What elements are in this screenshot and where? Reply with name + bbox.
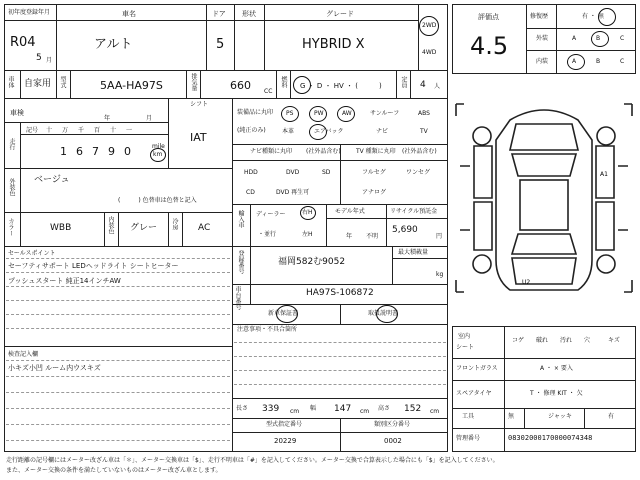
fuel-options: G ・ D ・ HV ・ ( ) — [300, 82, 382, 90]
equipment-item: TV — [420, 128, 428, 135]
displacement: 660 — [230, 79, 251, 92]
import-dealer: ディーラー — [256, 211, 286, 218]
equipment-item-circle — [309, 124, 327, 140]
width-unit: cm — [360, 408, 370, 415]
mileage-digit: 0 — [124, 145, 131, 158]
recycle-label: リサイクル預託金 — [390, 208, 438, 215]
length-unit: cm — [290, 408, 300, 415]
unit-mile: mile — [152, 143, 165, 150]
footer-line1: 走行距離の記号欄にはメーター改ざん車は「＊」、メーター交換車は「$」、走行不明車は「#」を記入してください。メーター交換で合算表示した場合にも「$」を記入してください。 — [6, 457, 499, 464]
exterior-label: 外装色 — [8, 178, 15, 196]
inspector-text: 小キズ小凹 ルーム内ウスキズ — [8, 364, 101, 372]
glass-options: A ・ × 要入 — [540, 365, 573, 372]
capacity-unit: 人 — [434, 83, 441, 90]
interior-grade-circle — [567, 54, 585, 70]
navi-title-note: (社外品含む) — [306, 148, 341, 155]
navi-item: SD — [322, 169, 331, 176]
inspection-month-unit: 月 — [146, 115, 153, 122]
model-year-unknown: 不明 — [366, 233, 379, 240]
notes-label: 注意事項・不具合箇所 — [237, 326, 298, 333]
model: 5AA-HA97S — [100, 79, 163, 92]
aircon-label: 冷房 — [171, 218, 178, 230]
diagram-mark-u2: U2 — [522, 279, 531, 286]
equipment-item: ABS — [418, 110, 430, 117]
equipment-item: PS — [286, 110, 294, 117]
drive-4wd: 4WD — [422, 49, 437, 56]
use: 自家用 — [24, 79, 52, 89]
equipment-item: サンルーフ — [370, 110, 400, 117]
exterior-grade-circle — [591, 31, 609, 47]
repair-label: 修復歴 — [530, 13, 549, 20]
interior-color: グレー — [130, 223, 158, 233]
equipment-item: 本革 — [282, 128, 295, 135]
seat-item: 破れ — [536, 337, 549, 344]
navi-item: DVD — [286, 169, 300, 176]
seats-label-line1: 室内 — [458, 333, 471, 340]
capacity: 4 — [420, 80, 426, 90]
sales-point-line1: セーフティサポート LEDヘッドライト シートヒーター — [8, 262, 179, 270]
glass-label: フロントガラス — [456, 365, 498, 372]
mileage-digit: 7 — [92, 145, 99, 158]
registration-label: 登録番号 — [237, 250, 244, 274]
import-parallel: ・並行 — [258, 231, 277, 238]
length: 339 — [262, 404, 280, 414]
shift: IAT — [190, 131, 207, 144]
seat-item: コゲ — [512, 337, 525, 344]
grade: HYBRID X — [302, 37, 365, 52]
import-right: 右H — [302, 209, 313, 216]
reg-year: R04 — [10, 35, 36, 50]
cc-unit: CC — [264, 88, 273, 95]
tv-title-note: (社外品含む) — [402, 148, 437, 155]
model-year-label: モデル年式 — [335, 208, 365, 215]
capacity-label: 定員 — [400, 76, 407, 88]
exterior-grade-label: 外装 — [536, 35, 549, 42]
repair-selected-circle — [598, 8, 616, 26]
sales-point-label: セールスポイント — [8, 250, 56, 257]
mileage-note-label: 記号 — [26, 127, 39, 134]
inspection-label: 車検 — [10, 109, 24, 117]
exterior-note: ( ) 色替車は色替と記入 — [118, 197, 197, 204]
mileage-digit: 6 — [76, 145, 83, 158]
equipment-item: エアバック — [314, 128, 344, 135]
interior-color-label: 内装色 — [107, 216, 114, 234]
import-left: 左H — [302, 231, 313, 238]
jack-value: 有 — [608, 413, 615, 420]
width-label: 幅 — [310, 405, 317, 412]
seat-item: 汚れ — [560, 337, 573, 344]
recycle-unit: 円 — [436, 233, 443, 240]
car-name: アルト — [94, 37, 133, 52]
equipment-item: PW — [314, 110, 324, 117]
mileage-digit-unit: 一 — [126, 127, 133, 134]
inspector-label: 検査記入欄 — [8, 351, 39, 358]
doors-label: ドア — [212, 10, 226, 18]
seats-label-line2: シート — [456, 344, 475, 351]
mileage-digit: 1 — [60, 145, 67, 158]
displacement-label: 排気量 — [190, 73, 197, 91]
max-load-label: 最大積載量 — [398, 249, 429, 256]
mileage-label: 走行 — [8, 138, 15, 150]
tv-title: TV 種類に丸印 — [356, 148, 396, 155]
chassis-label: 車台番号 — [234, 286, 241, 310]
mileage-digit-unit: 十 — [110, 127, 117, 134]
category-number: 0002 — [384, 437, 402, 445]
height-label: 高さ — [378, 405, 391, 412]
equipment-label: 装備品に丸印 — [237, 109, 274, 116]
drive-2wd: 2WD — [422, 22, 437, 29]
width: 147 — [334, 404, 352, 414]
equipment-item-circle — [337, 106, 355, 122]
spare-label: スペアタイヤ — [456, 390, 492, 397]
equipment-item-circle — [281, 106, 299, 122]
equipment-sublabel: (純正のみ) — [237, 127, 266, 134]
seat-item: 穴 — [584, 337, 591, 344]
navi-item: HDD — [244, 169, 258, 176]
diagram-mark-a1: A1 — [600, 171, 608, 178]
car-name-label: 車名 — [122, 10, 136, 18]
import-label: 輸入車 — [237, 210, 244, 228]
warranty-manual: 新車保証書 — [268, 310, 299, 317]
grade-label: グレード — [326, 10, 354, 18]
repair-options: 有 ・ 無 — [582, 13, 604, 20]
equipment-item: AW — [342, 110, 352, 117]
tools-value: 無 — [508, 413, 515, 420]
exterior-grade: C — [620, 35, 625, 42]
max-load-unit: kg — [436, 271, 444, 278]
interior-grade-label: 内装 — [536, 58, 549, 65]
inspection-year-unit: 年 — [104, 115, 111, 122]
shift-label: シフト — [190, 101, 209, 108]
body-label: 車体 — [7, 76, 14, 88]
length-label: 長さ — [236, 405, 249, 412]
recycle-amount: 5,690 — [392, 225, 418, 235]
doors: 5 — [216, 37, 225, 52]
evaluation-label: 評価点 — [478, 13, 499, 21]
seat-item: キズ — [608, 337, 620, 344]
mgmt-label: 管理番号 — [456, 435, 481, 442]
exterior-color: ベージュ — [34, 175, 70, 185]
type-number: 20229 — [274, 437, 297, 445]
reg-month: 5 — [36, 53, 42, 63]
tools-label: 工具 — [462, 413, 475, 420]
model-label: 型式 — [59, 76, 66, 88]
height: 152 — [404, 404, 422, 414]
jack-label: ジャッキ — [548, 413, 572, 420]
tv-item: ワンセグ — [406, 169, 431, 176]
interior-grade: C — [620, 58, 625, 65]
aircon: AC — [198, 223, 211, 233]
sales-point-line2: プッシュスタート 純正14インチAW — [8, 277, 121, 285]
tv-item: フルセグ — [362, 169, 386, 176]
type-number-label: 型式指定番号 — [266, 421, 303, 428]
height-unit: cm — [430, 408, 440, 415]
category-label: 類別区分番号 — [374, 421, 411, 428]
exterior-grade: A — [572, 35, 577, 42]
fuel-label: 燃料 — [280, 76, 287, 88]
navi-item: CD — [246, 189, 255, 196]
mileage-digit-unit: 万 — [62, 127, 69, 134]
mileage-digit-unit: 百 — [94, 127, 101, 134]
spare-options: T ・ 修理 KIT ・ 欠 — [530, 390, 583, 397]
equipment-item-circle — [309, 106, 327, 122]
tv-item: アナログ — [362, 189, 387, 196]
unit-km: km — [153, 151, 163, 158]
equipment-item: ナビ — [376, 128, 389, 135]
model-year-suffix: 年 — [346, 233, 353, 240]
body-shape-label: 形状 — [242, 10, 256, 18]
navi-title: ナビ種類に丸印 — [250, 148, 293, 155]
navi-item: DVD 再生可 — [276, 189, 310, 196]
car-damage-diagram — [452, 80, 636, 320]
mileage-digit-unit: 千 — [78, 127, 85, 134]
reg-month-unit: 月 — [46, 57, 53, 64]
interior-grade: B — [596, 58, 601, 65]
mileage-digit-unit: 十 — [46, 127, 53, 134]
exterior-grade: B — [596, 35, 601, 42]
warranty-handbook: 取扱説明書 — [368, 310, 399, 317]
evaluation-score: 4.5 — [470, 32, 509, 60]
registration-number: 福岡582む9052 — [278, 257, 346, 267]
color-code: WBB — [50, 223, 72, 233]
chassis-number: HA97S-106872 — [306, 288, 374, 298]
reg-year-label: 初年度登録年月 — [8, 9, 51, 16]
mileage-digit: 9 — [108, 145, 115, 158]
footer-line2: また、メーター交換の条件を満たしていないものはメーター改ざん車とします。 — [6, 467, 222, 474]
mgmt-number: 08302000170000074348 — [508, 434, 593, 442]
color-code-label: カラー — [7, 218, 14, 236]
interior-grade: A — [572, 58, 577, 65]
